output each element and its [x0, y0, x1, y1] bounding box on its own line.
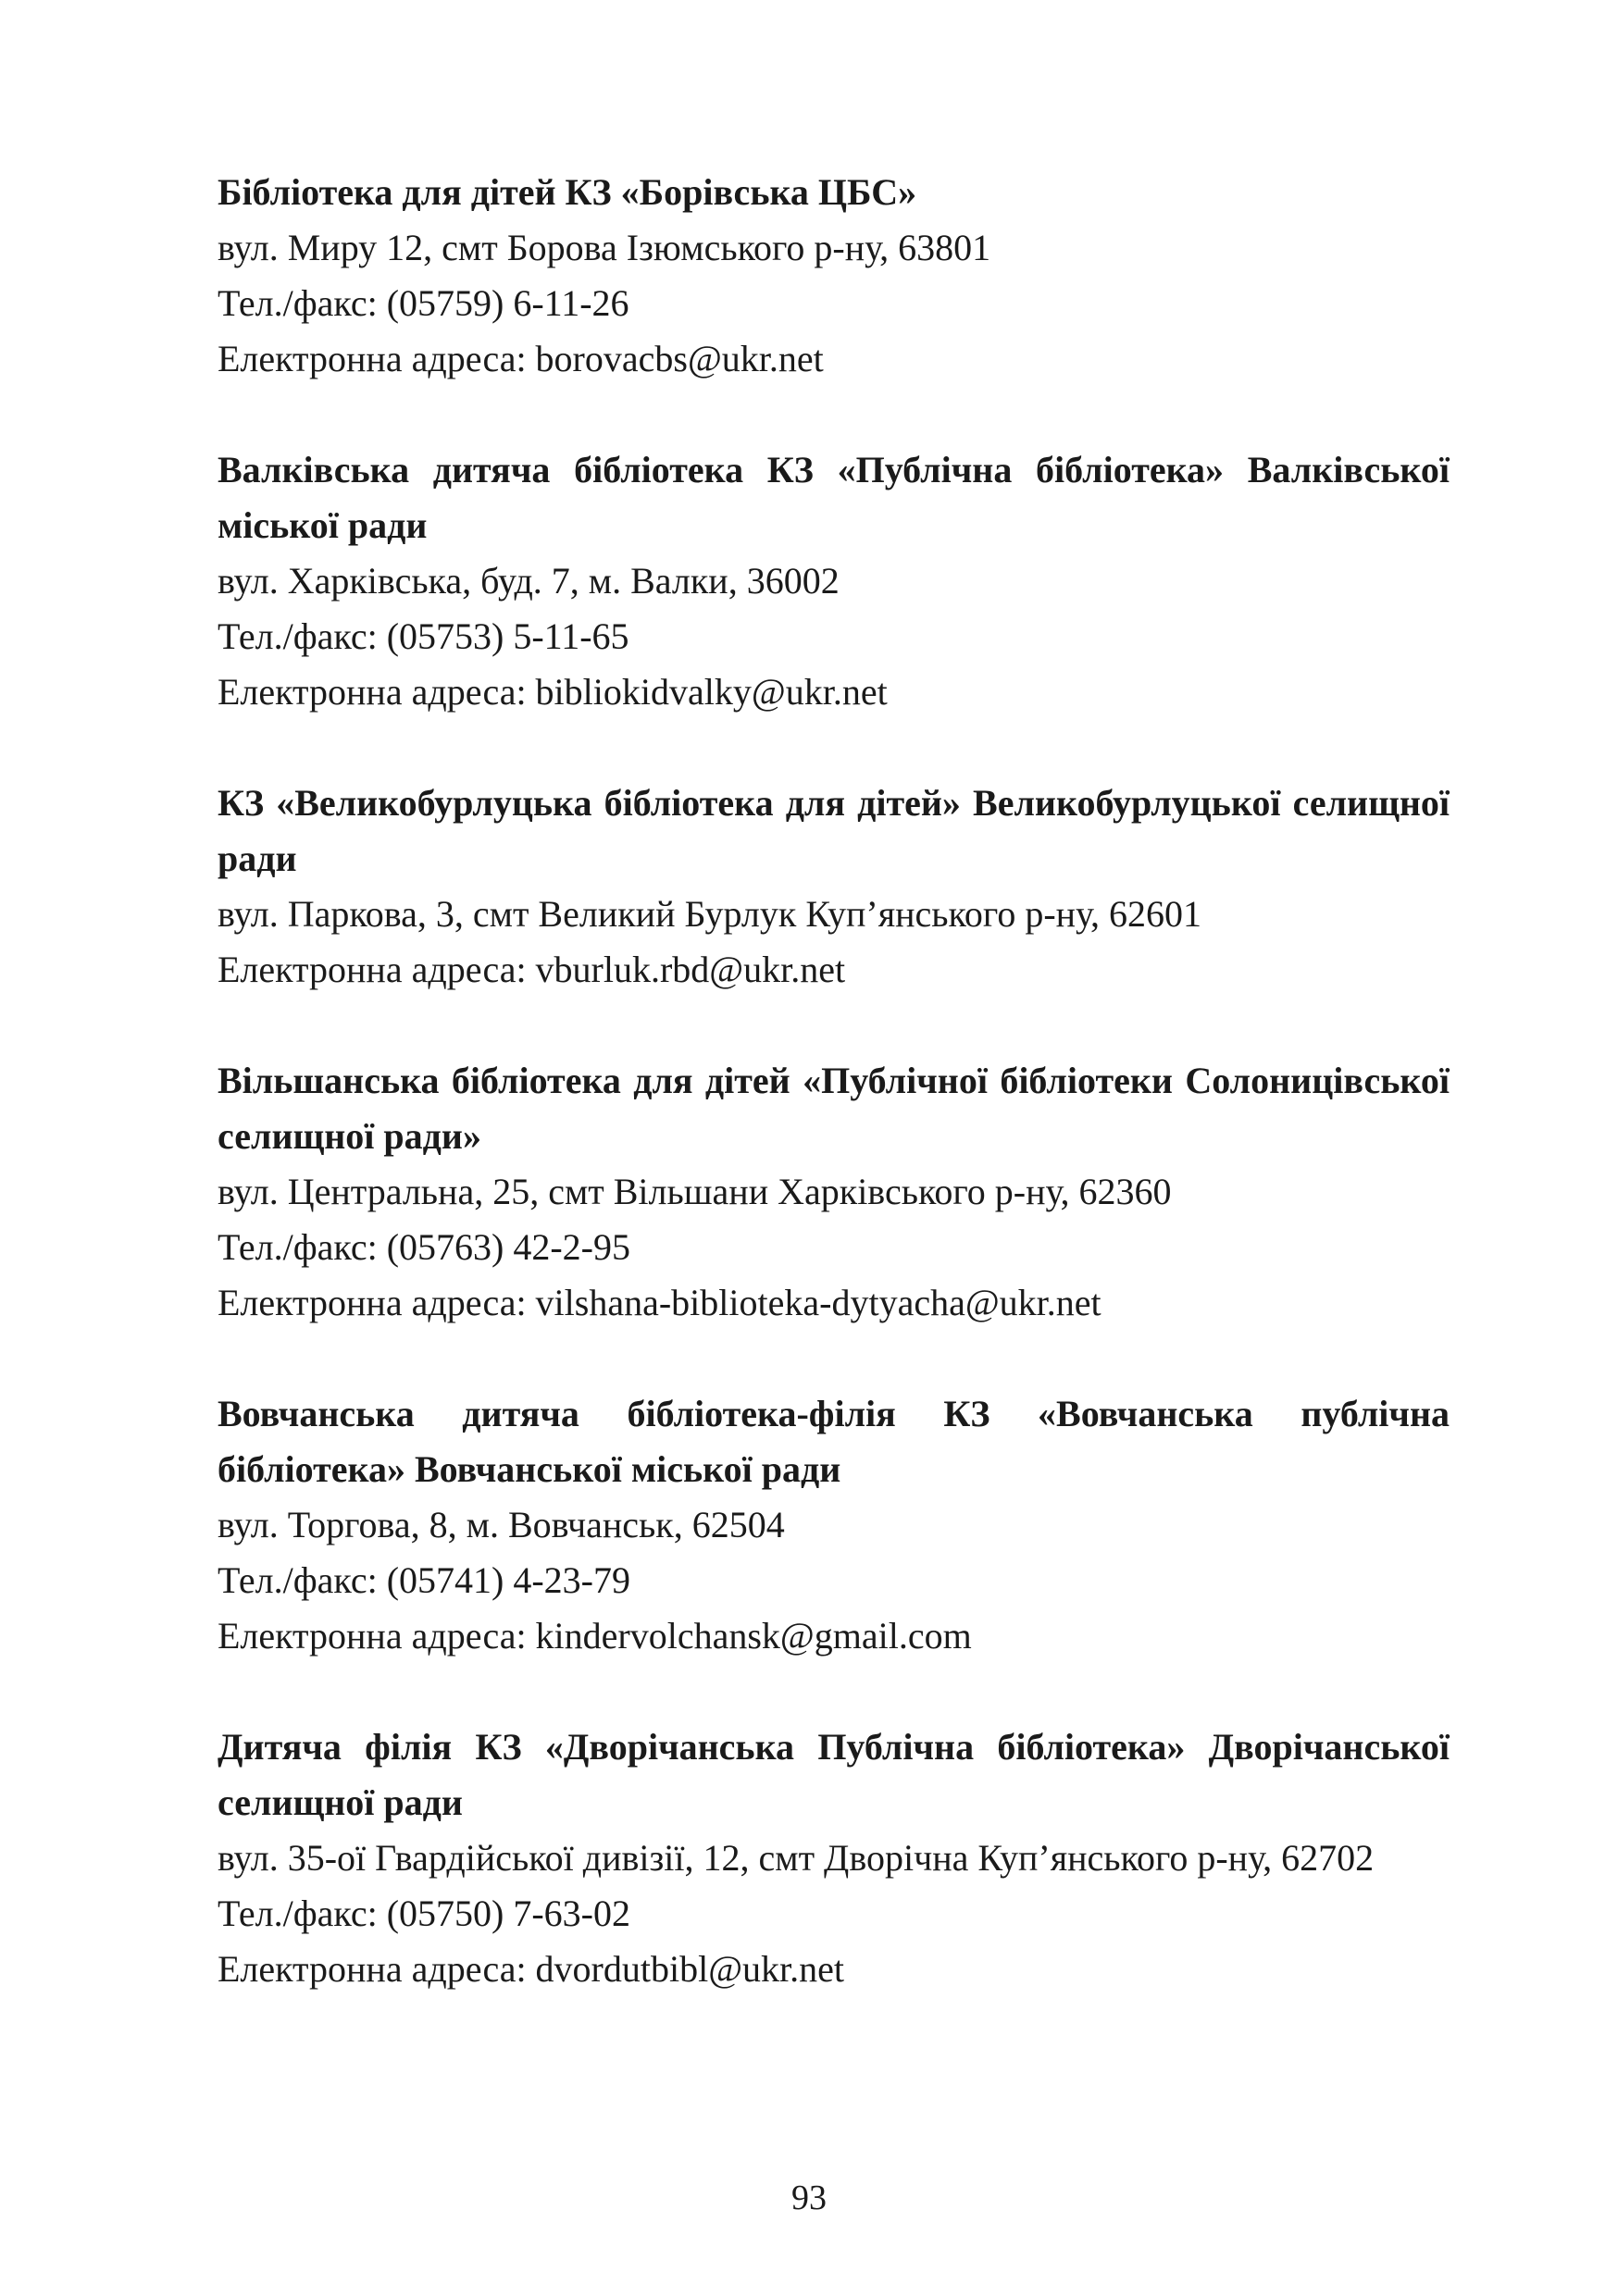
phone-line: Тел./факс: (05759) 6-11-26 — [218, 282, 629, 324]
library-entry — [218, 442, 1450, 720]
library-entry — [218, 165, 1450, 387]
email-line: Електронна адреса: dvordutbibl@ukr.net — [218, 1948, 845, 1990]
email-line: Електронна адреса: vburluk.rbd@ukr.net — [218, 949, 846, 990]
library-entry — [218, 1719, 1450, 1997]
library-title: Вовчанська дитяча бібліотека-філія КЗ «Вовчанська публічна бібліотека» Вовчанської міської ради — [218, 1393, 1450, 1490]
library-title: Дитяча філія КЗ «Дворічанська Публічна бібліотека» Дворічанської селищної ради — [218, 1726, 1450, 1823]
library-entry — [218, 1386, 1450, 1664]
library-title: Вільшанська бібліотека для дітей «Публічної бібліотеки Солоницівської селищної ради» — [218, 1060, 1450, 1157]
email-line: Електронна адреса: kindervolchansk@gmail.com — [218, 1615, 972, 1657]
address-line: вул. Торгова, 8, м. Вовчанськ, 62504 — [218, 1504, 785, 1545]
library-title: Бібліотека для дітей КЗ «Борівська ЦБС» — [218, 171, 917, 213]
library-entry — [218, 1053, 1450, 1331]
address-line: вул. Паркова, 3, смт Великий Бурлук Куп’янського р-ну, 62601 — [218, 893, 1202, 935]
phone-line: Тел./факс: (05763) 42-2-95 — [218, 1226, 630, 1268]
library-title: КЗ «Великобурлуцька бібліотека для дітей» Великобурлуцької селищної ради — [218, 782, 1450, 879]
email-line: Електронна адреса: borovacbs@ukr.net — [218, 338, 824, 379]
address-line: вул. Харківська, буд. 7, м. Валки, 36002 — [218, 560, 840, 602]
email-line: Електронна адреса: vilshana-biblioteka-dytyacha@ukr.net — [218, 1282, 1101, 1323]
phone-line: Тел./факс: (05741) 4-23-79 — [218, 1559, 630, 1601]
phone-line: Тел./факс: (05750) 7-63-02 — [218, 1893, 630, 1934]
email-line: Електронна адреса: bibliokidvalky@ukr.net — [218, 671, 888, 713]
library-entry — [218, 776, 1450, 998]
page-number: 93 — [791, 2178, 827, 2217]
address-line: вул. Центральна, 25, смт Вільшани Харківського р-ну, 62360 — [218, 1171, 1172, 1212]
library-directory — [218, 165, 1450, 2053]
address-line: вул. Миру 12, смт Борова Ізюмського р-ну, 63801 — [218, 227, 991, 268]
library-title: Валківська дитяча бібліотека КЗ «Публічна бібліотека» Валківської міської ради — [218, 449, 1450, 546]
phone-line: Тел./факс: (05753) 5-11-65 — [218, 615, 629, 657]
address-line: вул. 35-ої Гвардійської дивізії, 12, смт Дворічна Куп’янського р-ну, 62702 — [218, 1837, 1375, 1879]
